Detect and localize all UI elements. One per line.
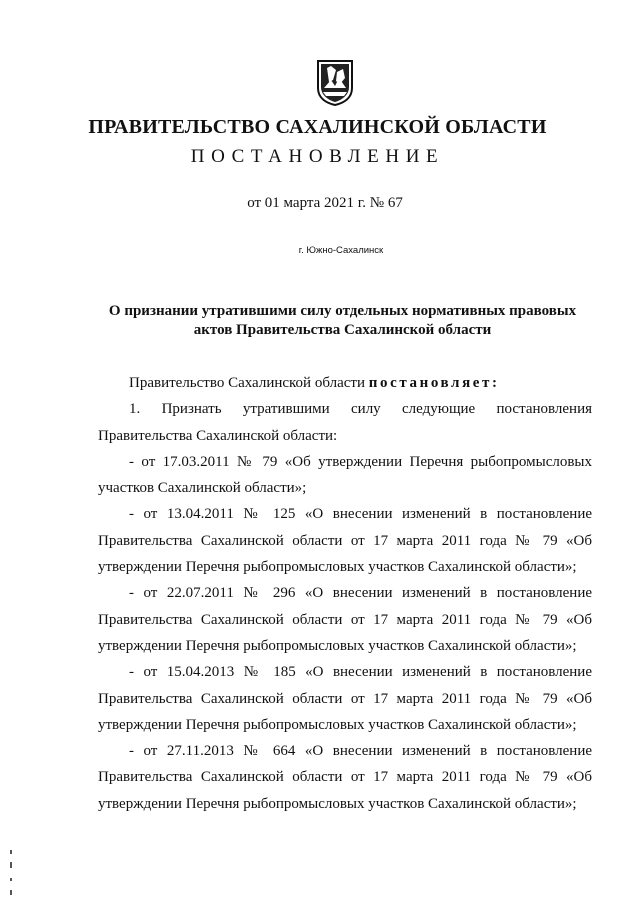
subject-line-2: актов Правительства Сахалинской области	[193, 322, 492, 338]
document-subject	[100, 302, 585, 340]
intro-verb: постановляет:	[368, 375, 500, 391]
bullet-paragraph: - от 27.11.2013 № 664 «О внесении изменений в постановление Правительства Сахалинской области от 17 марта 2011 года № 79 «Об утверждении Перечня рыбопромысловых участков Сахалинской области»;	[98, 743, 592, 812]
bullet-paragraph: - от 13.04.2011 № 125 «О внесении изменений в постановление Правительства Сахалинской области от 17 марта 2011 года № 79 «Об утверждении Перечня рыбопромысловых участков Сахалинской области»;	[98, 506, 592, 576]
organization-title: ПРАВИТЕЛЬСТВО САХАЛИНСКОЙ ОБЛАСТИ	[88, 116, 547, 138]
intro-text: Правительство Сахалинской области	[129, 375, 369, 391]
document-body	[98, 370, 592, 817]
coat-of-arms-icon	[316, 58, 354, 106]
bullet-paragraph: - от 22.07.2011 № 296 «О внесении изменений в постановление Правительства Сахалинской области от 17 марта 2011 года № 79 «Об утверждении Перечня рыбопромысловых участков Сахалинской области»;	[98, 585, 592, 654]
subject-line-1: О признании утратившими силу отдельных нормативных правовых	[108, 303, 577, 319]
scan-artifact	[10, 890, 12, 895]
document-city: г. Южно-Сахалинск	[298, 245, 384, 256]
scan-artifact	[10, 850, 12, 854]
scan-artifact	[10, 878, 12, 881]
document-date-number: от 01 марта 2021 г. № 67	[247, 195, 403, 211]
scan-artifact	[10, 862, 12, 868]
bullet-paragraph: - от 15.04.2013 № 185 «О внесении изменений в постановление Правительства Сахалинской области от 17 марта 2011 года № 79 «Об утверждении Перечня рыбопромысловых участков Сахалинской области»;	[98, 664, 592, 733]
intro-paragraph	[98, 370, 592, 396]
bullet-paragraph: - от 17.03.2011 № 79 «Об утверждении Перечня рыбопромысловых участков Сахалинской области»;	[98, 453, 592, 497]
item-1-paragraph: 1. Признать утратившими силу следующие постановления Правительства Сахалинской области:	[98, 401, 592, 444]
document-type: ПОСТАНОВЛЕНИЕ	[190, 146, 445, 167]
